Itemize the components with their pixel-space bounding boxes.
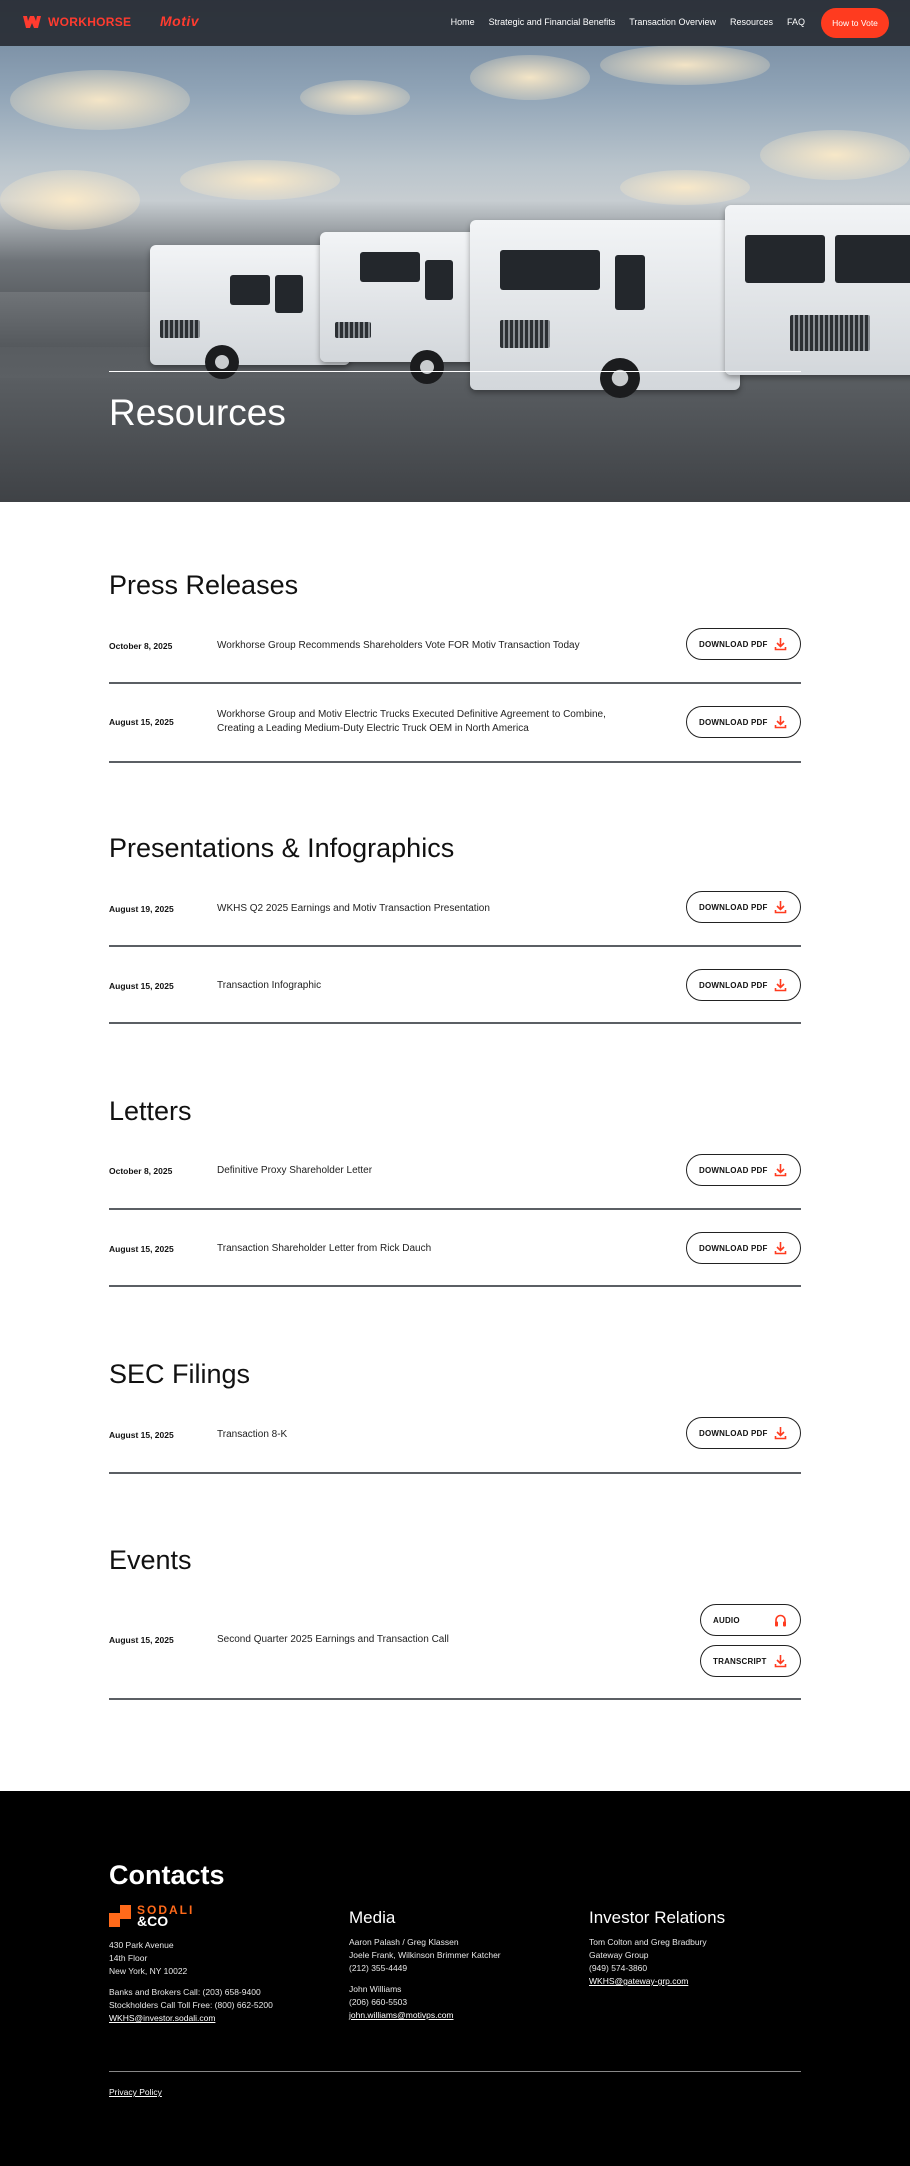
motiv-logo[interactable]: Motiv [160,13,200,29]
list-item [109,684,801,763]
ir-line: Gateway Group [589,1950,649,1960]
transcript-button[interactable] [700,1645,801,1677]
download-icon [774,1163,787,1177]
cloud [180,160,340,200]
ir-line: (949) 574-3860 [589,1963,648,1973]
download-pdf-button[interactable] [686,1154,801,1186]
ir-email-link[interactable]: WKHS@gateway-grp.com [589,1976,689,1986]
download-pdf-button[interactable] [686,891,801,923]
button-label: DOWNLOAD PDF [699,1428,768,1438]
hero-banner [0,0,910,502]
section-title-events: Events [109,1545,192,1575]
item-date: August 15, 2025 [109,717,174,727]
page-title: Resources [109,392,286,433]
wheel [600,358,640,398]
cloud [0,170,140,230]
list-item [109,1210,801,1287]
truck-image [725,205,910,375]
sodali-logo [109,1905,194,1927]
section-title-presentations: Presentations & Infographics [109,833,455,863]
item-date: August 15, 2025 [109,981,174,991]
list-item [109,947,801,1024]
media-line: (212) 355-4449 [349,1963,408,1973]
download-icon [774,978,787,992]
media-line: John Williams [349,1984,402,1994]
sodali-logo-icon [109,1905,131,1927]
wheel [205,345,239,379]
button-label: DOWNLOAD PDF [699,639,768,649]
headphones-icon [774,1613,787,1627]
item-title: Workhorse Group and Motiv Electric Trucks Executed Definitive Agreement to Combine, Creating a Leading Medium-Duty Electric Truck OEM in North America [217,709,606,734]
sodali-wordmark: SODALI [137,1903,195,1917]
contact-investor-relations [589,1908,819,1988]
download-icon [774,637,787,651]
privacy-policy-link[interactable]: Privacy Policy [109,2087,162,2097]
workhorse-wordmark: WORKHORSE [48,15,132,29]
cloud [600,45,770,85]
section-title-letters: Letters [109,1096,192,1126]
section-title-press-releases: Press Releases [109,570,299,600]
media-line: Aaron Palash / Greg Klassen [349,1937,459,1947]
wheel [410,350,444,384]
media-title: Media [349,1908,396,1927]
cloud [470,55,590,100]
footer-divider [109,2071,801,2072]
download-pdf-button[interactable] [686,1417,801,1449]
cloud [10,70,190,130]
contact-sodali [109,1939,339,2025]
address-line: 430 Park Avenue [109,1940,174,1950]
button-label: DOWNLOAD PDF [699,980,768,990]
media-email-link[interactable]: john.williams@motivps.com [349,2010,454,2020]
item-title: Definitive Proxy Shareholder Letter [217,1165,373,1176]
item-title: Transaction Infographic [217,980,322,991]
button-label: DOWNLOAD PDF [699,902,768,912]
download-pdf-button[interactable] [686,706,801,738]
download-pdf-button[interactable] [686,628,801,660]
sodali-wordmark-sub: &CO [137,1913,169,1929]
download-icon [774,900,787,914]
item-date: August 15, 2025 [109,1430,174,1440]
download-pdf-button[interactable] [686,1232,801,1264]
contact-media [349,1908,579,2022]
download-icon [774,1241,787,1255]
main-nav [451,17,805,27]
phone-line: Stockholders Call Toll Free: (800) 662-5200 [109,2000,273,2010]
item-date: October 8, 2025 [109,641,173,651]
nav-strategic-benefits[interactable]: Strategic and Financial Benefits [488,17,616,27]
workhorse-logo-icon [22,15,42,29]
how-to-vote-button[interactable]: How to Vote [821,8,889,38]
cloud [760,130,910,180]
nav-transaction-overview[interactable]: Transaction Overview [629,17,716,27]
address-line: 14th Floor [109,1953,148,1963]
cloud [620,170,750,205]
hero-divider [109,371,801,372]
list-item [109,626,801,684]
download-icon [774,1654,787,1668]
media-line: Joele Frank, Wilkinson Brimmer Katcher [349,1950,501,1960]
item-title: Transaction Shareholder Letter from Rick Dauch [217,1243,432,1254]
download-pdf-button[interactable] [686,969,801,1001]
contacts-title: Contacts [109,1860,225,1890]
button-label: DOWNLOAD PDF [699,1165,768,1175]
item-title: Workhorse Group Recommends Shareholders Vote FOR Motiv Transaction Today [217,640,580,651]
ir-title: Investor Relations [589,1908,726,1927]
media-line: (206) 660-5503 [349,1997,408,2007]
site-header [0,0,910,46]
download-icon [774,715,787,729]
ir-line: Tom Colton and Greg Bradbury [589,1937,707,1947]
item-title: WKHS Q2 2025 Earnings and Motiv Transaction Presentation [217,903,490,914]
nav-faq[interactable]: FAQ [786,17,805,27]
list-item [109,1600,801,1700]
audio-button[interactable] [700,1604,801,1636]
download-icon [774,1426,787,1440]
site-footer [0,1791,910,2166]
nav-resources[interactable]: Resources [729,17,773,27]
address-line: New York, NY 10022 [109,1966,188,1976]
button-label: DOWNLOAD PDF [699,1243,768,1253]
button-label: DOWNLOAD PDF [699,717,768,727]
button-label: TRANSCRIPT [713,1656,767,1666]
section-title-sec-filings: SEC Filings [109,1359,251,1389]
item-title: Second Quarter 2025 Earnings and Transaction Call [217,1634,449,1645]
list-item [109,1414,801,1474]
phone-line: Banks and Brokers Call: (203) 658-9400 [109,1987,261,1997]
list-item [109,888,801,947]
button-label: AUDIO [713,1615,740,1625]
item-date: August 19, 2025 [109,904,174,914]
item-date: October 8, 2025 [109,1166,173,1176]
sodali-email-link[interactable]: WKHS@investor.sodali.com [109,2013,216,2023]
workhorse-logo[interactable] [22,15,131,29]
list-item [109,1151,801,1210]
nav-home[interactable]: Home [450,17,475,27]
item-date: August 15, 2025 [109,1244,174,1254]
item-date: August 15, 2025 [109,1635,174,1645]
item-title: Transaction 8-K [217,1429,288,1440]
cloud [300,80,410,115]
